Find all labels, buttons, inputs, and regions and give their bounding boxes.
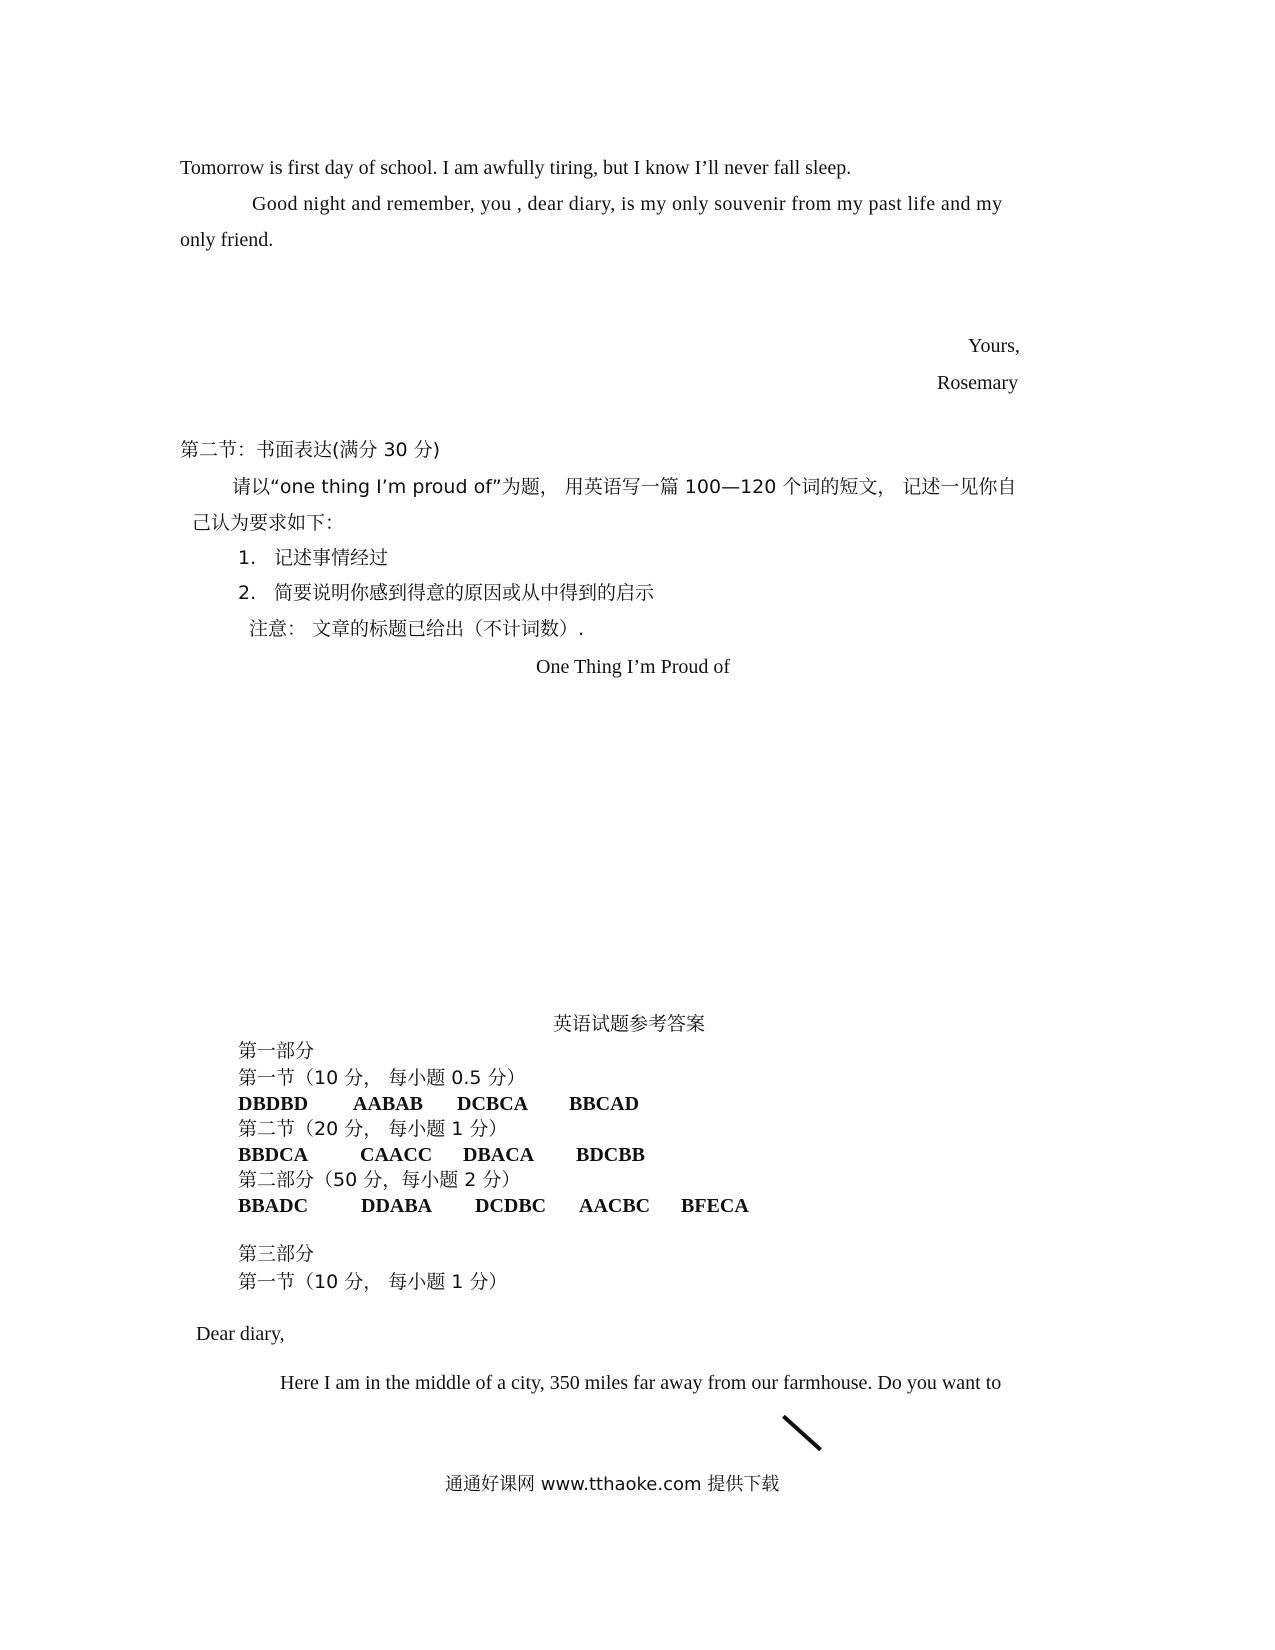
section2-answers (238, 1143, 645, 1167)
letter-greeting: Dear diary, (196, 1323, 285, 1345)
writing-note: 注意： 文章的标题已给出（不计词数）. (249, 618, 585, 640)
footer-credit: 通通好课网 www.tthaoke.com 提供下载 (445, 1474, 780, 1495)
part1-heading: 第一部分 (238, 1040, 315, 1062)
answer-group: BBCAD (569, 1093, 640, 1115)
essay-title: One Thing I’m Proud of (536, 656, 731, 678)
answer-group: AABAB (353, 1093, 424, 1115)
answer-group: BFECA (681, 1195, 749, 1217)
letter-line-1: Here I am in the middle of a city, 350 miles far away from our farmhouse. Do you want to (280, 1372, 1002, 1394)
closing: Yours, (968, 335, 1020, 357)
answer-group: DBACA (463, 1144, 535, 1166)
section1-heading: 第一节（10 分， 每小题 0.5 分） (238, 1067, 526, 1089)
writing-heading: 第二节：书面表达(满分 30 分) (180, 439, 441, 461)
part2-heading: 第二部分（50 分，每小题 2 分） (238, 1169, 521, 1191)
answers-title: 英语试题参考答案 (553, 1013, 706, 1035)
part3-section1-heading: 第一节（10 分， 每小题 1 分） (238, 1271, 508, 1293)
requirement-1 (238, 546, 388, 570)
requirement-2-number: 2. (238, 582, 257, 604)
diary-line-2: Good night and remember, you , dear diary, is my only souvenir from my past life and my (252, 193, 1003, 215)
answer-group: BBDCA (238, 1144, 309, 1166)
requirement-1-number: 1. (238, 547, 257, 569)
diary-line-3: only friend. (180, 229, 274, 251)
requirement-1-text: 记述事情经过 (274, 547, 389, 569)
writing-instruction-line-2: 己认为要求如下： (192, 512, 345, 534)
answer-group: BDCBB (576, 1144, 645, 1166)
signature: Rosemary (937, 372, 1019, 394)
requirement-2-text: 简要说明你感到得意的原因或从中得到的启示 (274, 582, 655, 604)
section2-heading: 第二节（20 分， 每小题 1 分） (238, 1118, 508, 1140)
answer-group: BBADC (238, 1195, 309, 1217)
answer-group: DCBCA (457, 1093, 529, 1115)
writing-instruction-line-1: 请以“one thing I’m proud of”为题， 用英语写一篇 100—120 个词的短文， 记述一见你自 (232, 476, 1017, 498)
requirement-2 (238, 581, 654, 605)
part2-answers (238, 1194, 749, 1218)
answer-group: DCDBC (475, 1195, 547, 1217)
answer-group: CAACC (360, 1144, 433, 1166)
diary-line-1: Tomorrow is first day of school. I am awfully tiring, but I know I’ll never fall sleep. (180, 157, 852, 179)
answer-group: DBDBD (238, 1093, 309, 1115)
section1-answers (238, 1092, 639, 1116)
answer-group: DDABA (361, 1195, 433, 1217)
part3-heading: 第三部分 (238, 1243, 315, 1265)
pen-stroke-mark (782, 1415, 822, 1451)
answer-group: AACBC (579, 1195, 651, 1217)
